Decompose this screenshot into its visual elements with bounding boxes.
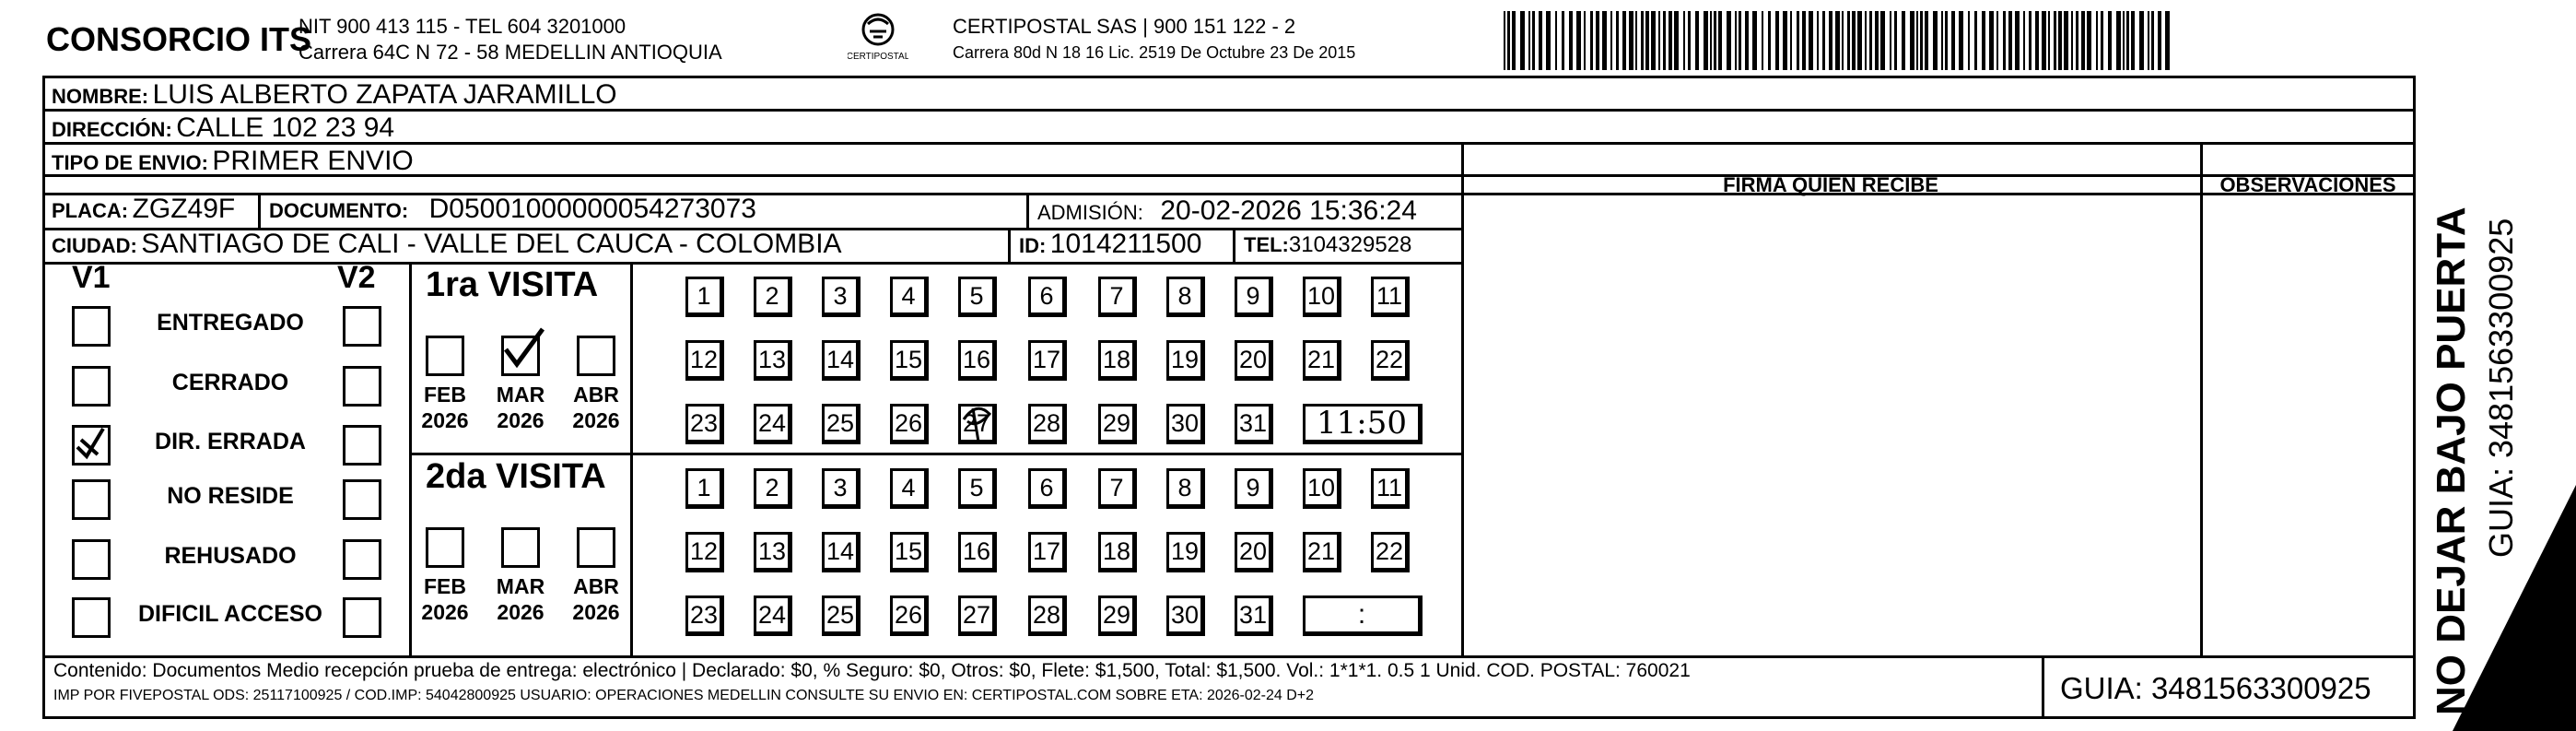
barcode-bar <box>1933 11 1938 70</box>
day-cell[interactable]: 1 <box>685 468 724 509</box>
barcode-bar <box>2087 11 2091 70</box>
month-label: FEB 2026 <box>421 383 469 432</box>
barcode-bar <box>1507 11 1510 70</box>
barcode-bar <box>1555 11 1557 70</box>
side-guide: GUIA: 3481563300925 <box>2482 218 2520 558</box>
address-row <box>52 112 394 144</box>
barcode-bar <box>1968 11 1970 70</box>
logo-caption: CERTIPOSTAL <box>848 52 908 62</box>
plate-label: PLACA: <box>52 199 129 222</box>
barcode-bar <box>1512 11 1516 70</box>
barcode-bar <box>1616 11 1619 70</box>
barcode-bar <box>2071 11 2073 70</box>
day-cell[interactable]: 21 <box>1303 532 1341 572</box>
barcode-bar <box>1539 11 1542 70</box>
barcode-bar <box>1727 11 1731 70</box>
barcode-bar <box>1528 11 1530 70</box>
day-cell[interactable]: 22 <box>1371 532 1410 572</box>
day-cell[interactable]: 26 <box>890 595 929 636</box>
plate-cell <box>52 194 235 225</box>
day-cell[interactable]: 24 <box>754 595 792 636</box>
v1-label: V1 <box>72 260 111 295</box>
barcode-bar <box>1546 11 1551 70</box>
day-cell[interactable]: 5 <box>958 277 997 317</box>
barcode-bar <box>2015 11 2020 70</box>
barcode-bar <box>2008 11 2012 70</box>
month-checkbox[interactable] <box>426 336 464 376</box>
month-checkbox[interactable] <box>501 336 540 376</box>
v2-checkbox[interactable] <box>343 306 381 347</box>
day-cell[interactable]: 1 <box>685 277 724 317</box>
day-cell[interactable]: 2 <box>754 468 792 509</box>
day-cell[interactable]: 25 <box>822 595 861 636</box>
barcode-bar <box>1842 11 1844 70</box>
barcode-bar <box>1629 11 1633 70</box>
recipient-address: CALLE 102 23 94 <box>176 112 395 143</box>
barcode-bar <box>1602 11 1607 70</box>
visit-time-field[interactable]: 11:50 <box>1303 404 1423 444</box>
barcode-bar <box>1951 11 1955 70</box>
send-type-row <box>52 146 414 177</box>
v1-checkbox[interactable] <box>72 425 111 466</box>
v1-checkbox[interactable] <box>72 306 111 347</box>
signature-area[interactable] <box>1464 195 2200 655</box>
day-cell[interactable]: 13 <box>754 340 792 381</box>
barcode-bar <box>2158 11 2161 70</box>
barcode-bar <box>1532 11 1535 70</box>
barcode-bar <box>1783 11 1787 70</box>
status-option-label: NO RESIDE <box>167 483 294 509</box>
barcode-bar <box>1622 11 1626 70</box>
admission-value: 20-02-2026 15:36:24 <box>1160 195 1417 226</box>
barcode-bar <box>1925 11 1928 70</box>
status-option-label: DIR. ERRADA <box>155 429 306 454</box>
barcode-bar <box>2081 11 2085 70</box>
barcode-bar <box>1658 11 1660 70</box>
barcode-bar <box>1829 11 1832 70</box>
barcode-bar <box>1562 11 1564 70</box>
visit-time-field[interactable]: : <box>1303 595 1423 636</box>
day-cell[interactable]: 28 <box>1028 595 1067 636</box>
day-cell[interactable]: 10 <box>1303 468 1341 509</box>
tel-label: TEL: <box>1244 233 1289 256</box>
barcode-bar <box>1704 11 1708 70</box>
side-warning: NO DEJAR BAJO PUERTA <box>2429 206 2474 715</box>
day-cell[interactable]: 14 <box>822 532 861 572</box>
barcode-bar <box>1941 11 1943 70</box>
v2-checkbox[interactable] <box>343 425 381 466</box>
day-cell[interactable]: 17 <box>1028 340 1067 381</box>
day-cell[interactable]: 23 <box>685 404 724 444</box>
day-cell[interactable]: 28 <box>1028 404 1067 444</box>
day-cell[interactable]: 30 <box>1166 595 1205 636</box>
document-cell <box>269 194 756 225</box>
barcode-bar <box>1683 11 1685 70</box>
observations-area[interactable] <box>2203 195 2416 655</box>
barcode-bar <box>1584 11 1586 70</box>
observations-header: OBSERVACIONES <box>2219 173 2396 196</box>
v2-checkbox[interactable] <box>343 539 381 580</box>
barcode-bar <box>1865 11 1867 70</box>
barcode-bar <box>1894 11 1897 70</box>
id-value: 1014211500 <box>1049 229 1202 259</box>
status-option-label: REHUSADO <box>164 543 297 569</box>
day-cell[interactable]: 2 <box>754 277 792 317</box>
day-cell[interactable]: 20 <box>1235 532 1273 572</box>
day-cell[interactable]: 6 <box>1028 277 1067 317</box>
barcode-bar <box>1775 11 1779 70</box>
barcode-bar <box>1596 11 1599 70</box>
barcode-bar <box>2165 11 2170 70</box>
barcode-bar <box>2003 11 2006 70</box>
admission-cell <box>1037 195 1417 227</box>
barcode-bar <box>1797 11 1799 70</box>
day-cell[interactable]: 3 <box>822 468 861 509</box>
barcode-bar <box>2096 11 2098 70</box>
day-cell[interactable]: 21 <box>1303 340 1341 381</box>
day-cell[interactable]: 4 <box>890 468 929 509</box>
v1-checkbox[interactable] <box>72 597 111 638</box>
tel-cell <box>1244 232 1411 258</box>
plate-value: ZGZ49F <box>132 194 236 224</box>
barcode-bar <box>2076 11 2078 70</box>
barcode-bar <box>1504 11 1505 70</box>
torn-corner <box>2416 411 2576 731</box>
barcode-bar <box>1735 11 1737 70</box>
day-cell[interactable]: 9 <box>1235 468 1273 509</box>
day-cell[interactable]: 23 <box>685 595 724 636</box>
v2-checkbox[interactable] <box>343 479 381 520</box>
day-cell[interactable]: 9 <box>1235 277 1273 317</box>
day-cell[interactable]: 10 <box>1303 277 1341 317</box>
barcode-bar <box>1847 11 1850 70</box>
barcode-bar <box>2064 11 2068 70</box>
month-checkbox[interactable] <box>577 336 615 376</box>
barcode-bar <box>1768 11 1771 70</box>
day-cell[interactable]: 19 <box>1166 532 1205 572</box>
day-cell[interactable]: 11 <box>1371 468 1410 509</box>
barcode-bar <box>2058 11 2062 70</box>
barcode-bar <box>1802 11 1806 70</box>
barcode-bar <box>1910 11 1914 70</box>
address-label: DIRECCIÓN: <box>52 118 172 141</box>
company-address: Carrera 64C N 72 - 58 MEDELLIN ANTIOQUIA <box>299 41 722 64</box>
barcode-bar <box>1869 11 1872 70</box>
barcode-bar <box>1710 11 1712 70</box>
visit-title: 1ra VISITA <box>426 265 599 304</box>
barcode-bar <box>1651 11 1656 70</box>
v2-checkbox[interactable] <box>343 366 381 407</box>
day-cell[interactable]: 7 <box>1098 277 1137 317</box>
barcode-bar <box>2054 11 2056 70</box>
day-cell[interactable]: 27 <box>958 595 997 636</box>
day-cell[interactable]: 5 <box>958 468 997 509</box>
barcode-bar <box>1902 11 1905 70</box>
barcode-bar <box>1635 11 1637 70</box>
id-cell <box>1019 229 1201 260</box>
signature-header: FIRMA QUIEN RECIBE <box>1723 173 1938 196</box>
day-cell[interactable]: 16 <box>958 532 997 572</box>
day-cell[interactable]: 8 <box>1166 468 1205 509</box>
barcode-bar <box>1714 11 1716 70</box>
tel-value: 3104329528 <box>1288 232 1412 257</box>
month-checkbox[interactable] <box>577 527 615 568</box>
barcode-bar <box>1663 11 1666 70</box>
day-cell[interactable]: 13 <box>754 532 792 572</box>
day-cell[interactable]: 3 <box>822 277 861 317</box>
barcode-bar <box>1610 11 1612 70</box>
send-type-label: TIPO DE ENVIO: <box>52 151 208 174</box>
courier-line: CERTIPOSTAL SAS | 900 151 122 - 2 <box>953 15 1296 38</box>
month-label: MAR 2026 <box>496 383 545 432</box>
day-cell[interactable]: 19 <box>1166 340 1205 381</box>
day-cell[interactable]: 20 <box>1235 340 1273 381</box>
barcode-bar <box>1674 11 1679 70</box>
nit-line: NIT 900 413 115 - TEL 604 3201000 <box>299 15 626 38</box>
day-cell[interactable]: 15 <box>890 340 929 381</box>
v1-checkbox[interactable] <box>72 539 111 580</box>
license-line: Carrera 80d N 18 16 Lic. 2519 De Octubre 23 De 2015 <box>953 43 1356 62</box>
day-cell[interactable]: 27 <box>958 404 997 444</box>
day-cell[interactable]: 8 <box>1166 277 1205 317</box>
barcode-bar <box>1645 11 1649 70</box>
barcode-bar <box>1822 11 1825 70</box>
barcode-bar <box>1669 11 1672 70</box>
day-cell[interactable]: 16 <box>958 340 997 381</box>
barcode-bar <box>1745 11 1749 70</box>
barcode-bar <box>2151 11 2154 70</box>
barcode-bar <box>2108 11 2112 70</box>
barcode-bar <box>1576 11 1581 70</box>
month-checkbox[interactable] <box>426 527 464 568</box>
barcode-bar <box>2126 11 2129 70</box>
barcode-bar <box>1762 11 1763 70</box>
day-cell[interactable]: 12 <box>685 532 724 572</box>
barcode-bar <box>1752 11 1757 70</box>
barcode-bar <box>1945 11 1948 70</box>
day-cell[interactable]: 18 <box>1098 340 1137 381</box>
day-cell[interactable]: 15 <box>890 532 929 572</box>
barcode-bar <box>1569 11 1573 70</box>
barcode-bar <box>1916 11 1918 70</box>
admission-label: ADMISIÓN: <box>1037 201 1143 224</box>
barcode-bar <box>1982 11 1985 70</box>
barcode-bar <box>2139 11 2144 70</box>
barcode-bar <box>2131 11 2135 70</box>
city-cell <box>52 229 842 260</box>
v2-label: V2 <box>337 260 376 295</box>
day-cell[interactable]: 29 <box>1098 404 1137 444</box>
barcode-bar <box>2042 11 2046 70</box>
barcode-bar <box>1817 11 1819 70</box>
status-option-label: DIFICIL ACCESO <box>137 601 322 627</box>
barcode-bar <box>1809 11 1813 70</box>
barcode-bar <box>1852 11 1856 70</box>
barcode-bar <box>1641 11 1644 70</box>
barcode-bar <box>1739 11 1741 70</box>
recipient-name: LUIS ALBERTO ZAPATA JARAMILLO <box>152 79 617 110</box>
send-type: PRIMER ENVIO <box>212 146 414 176</box>
barcode-bar <box>2116 11 2121 70</box>
barcode-bar <box>1590 11 1593 70</box>
v1-checkbox[interactable] <box>72 479 111 520</box>
month-checkbox[interactable] <box>501 527 540 568</box>
month-label: MAR 2026 <box>496 574 545 624</box>
barcode-bar <box>1890 11 1891 70</box>
barcode-bar <box>1718 11 1722 70</box>
day-cell[interactable]: 6 <box>1028 468 1067 509</box>
barcode-bar <box>1920 11 1923 70</box>
barcode-bar <box>1875 11 1879 70</box>
barcode-bar <box>1688 11 1691 70</box>
day-cell[interactable]: 4 <box>890 277 929 317</box>
barcode <box>1500 11 2178 72</box>
barcode-bar <box>2029 11 2032 70</box>
barcode-bar <box>1959 11 1963 70</box>
day-cell[interactable]: 29 <box>1098 595 1137 636</box>
barcode-bar <box>2035 11 2039 70</box>
v2-checkbox[interactable] <box>343 597 381 638</box>
day-cell[interactable]: 7 <box>1098 468 1137 509</box>
name-row <box>52 79 617 111</box>
company-name: CONSORCIO ITS <box>46 20 312 58</box>
barcode-bar <box>1989 11 1994 70</box>
month-label: FEB 2026 <box>421 574 469 624</box>
city-label: CIUDAD: <box>52 234 137 257</box>
barcode-bar <box>2101 11 2103 70</box>
day-cell[interactable]: 31 <box>1235 404 1273 444</box>
barcode-bar <box>1835 11 1840 70</box>
barcode-bar <box>1880 11 1885 70</box>
status-option-label: ENTREGADO <box>157 310 304 336</box>
day-cell[interactable]: 30 <box>1166 404 1205 444</box>
day-cell[interactable]: 22 <box>1371 340 1410 381</box>
document-label: DOCUMENTO: <box>269 199 409 222</box>
day-cell[interactable]: 14 <box>822 340 861 381</box>
day-cell[interactable]: 26 <box>890 404 929 444</box>
name-label: NOMBRE: <box>52 85 149 108</box>
certipostal-logo <box>848 11 908 63</box>
day-cell[interactable]: 25 <box>822 404 861 444</box>
day-cell[interactable]: 31 <box>1235 595 1273 636</box>
day-cell[interactable]: 24 <box>754 404 792 444</box>
day-cell[interactable]: 11 <box>1371 277 1410 317</box>
day-cell[interactable]: 12 <box>685 340 724 381</box>
document-value: D05001000000054273073 <box>428 194 756 224</box>
month-label: ABR 2026 <box>572 574 620 624</box>
day-cell[interactable]: 18 <box>1098 532 1137 572</box>
barcode-bar <box>1520 11 1525 70</box>
barcode-bar <box>2123 11 2125 70</box>
footer-guide: GUIA: 3481563300925 <box>2060 671 2371 705</box>
barcode-bar <box>2023 11 2025 70</box>
barcode-bar <box>2048 11 2050 70</box>
city-value: SANTIAGO DE CALI - VALLE DEL CAUCA - COLOMBIA <box>141 229 842 259</box>
barcode-bar <box>1790 11 1792 70</box>
barcode-bar <box>1996 11 1998 70</box>
v1-checkbox[interactable] <box>72 366 111 407</box>
barcode-bar <box>1857 11 1862 70</box>
footer-print-info: IMP POR FIVEPOSTAL ODS: 25117100925 / COD.IMP: 54042800925 USUARIO: OPERACIONES MEDELLIN CONSULTE SU ENVIO EN: CERTIPOSTAL.COM SOBRE ETA: 2026-02-24 D+2 <box>53 688 1315 703</box>
id-label: ID: <box>1019 234 1047 257</box>
barcode-bar <box>1695 11 1699 70</box>
visit-title: 2da VISITA <box>426 457 606 496</box>
footer-contents: Contenido: Documentos Medio recepción prueba de entrega: electrónico | Declarado: $0, % Seguro: $0, Otros: $0, Flete: $1,500, Total: $1,500. Vol.: 1*1*1. 0.5 1 Unid. COD. POSTAL: 760021 <box>53 660 1691 681</box>
barcode-bar <box>2148 11 2149 70</box>
month-label: ABR 2026 <box>572 383 620 432</box>
status-option-label: CERRADO <box>171 370 289 395</box>
day-cell[interactable]: 17 <box>1028 532 1067 572</box>
barcode-bar <box>1974 11 1977 70</box>
